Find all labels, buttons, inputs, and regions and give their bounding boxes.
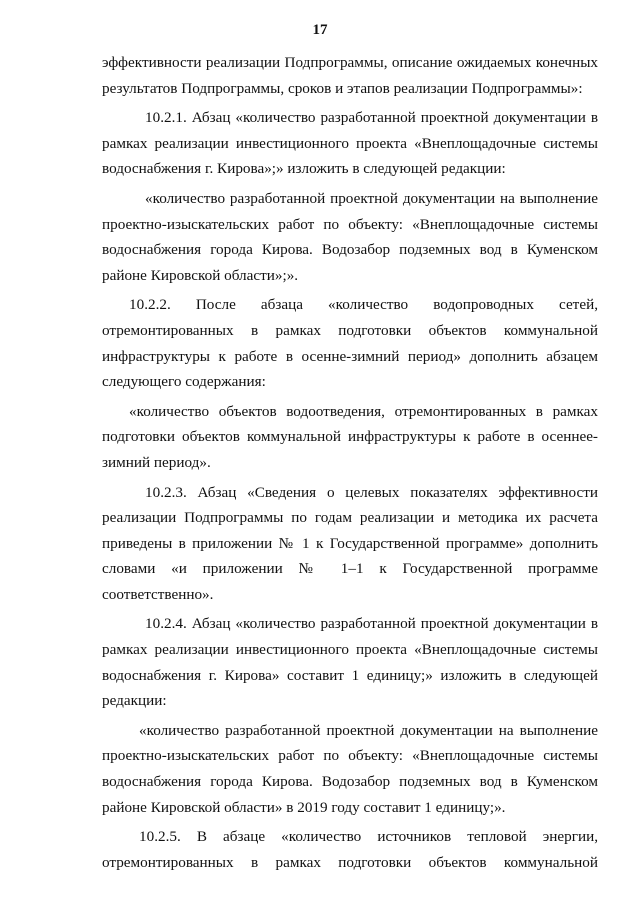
page-number: 17 — [312, 22, 328, 38]
paragraph-10-2-4: 10.2.4. Абзац «количество разработанной проектной документации в рамках реализации инвестиционного проекта «Внеплощадочные системы водоснабжения г. Кирова» составит 1 единицу;» изложить в следующей редакции: — [102, 615, 598, 710]
paragraph-10-2-2: 10.2.2. После абзаца «количество водопроводных сетей, отремонтированных в рамках подготовки объектов коммунальной инфраструктуры к работе в осенне-зимний период» дополнить абзацем следующего содержания: — [102, 296, 598, 391]
paragraph-new-wording-2: «количество разработанной проектной документации на выполнение проектно-изыскательских работ по объекту: «Внеплощадочные системы водоснабжения города Кирова. Водозабор подземных вод в Куменском районе Кировской области» в 2019 году составит 1 единицу;». — [102, 721, 598, 816]
paragraph-10-2-5: 10.2.5. В абзаце «количество источников тепловой энергии, отремонтированных в рамках подготовки объектов коммунальной — [102, 828, 598, 871]
paragraph-10-2-1: 10.2.1. Абзац «количество разработанной проектной документации в рамках реализации инвестиционного проекта «Внеплощадочные системы водоснабжения г. Кирова»;» изложить в следующей редакции: — [102, 109, 598, 178]
paragraph-10-2-3: 10.2.3. Абзац «Сведения о целевых показателях эффективности реализации Подпрограммы по годам реализации и методика их расчета приведены в приложении № 1 к Государственной программе» дополнить словами «и приложении № 1–1 к Государственной программе соответственно». — [102, 483, 598, 603]
paragraph-new-wording-1: «количество разработанной проектной документации на выполнение проектно-изыскательских работ по объекту: «Внеплощадочные системы водоснабжения города Кирова. Водозабор подземных вод в Куменском районе Кировской области»;». — [102, 189, 598, 284]
document-body — [102, 50, 598, 875]
paragraph-new-content: «количество объектов водоотведения, отремонтированных в рамках подготовки объектов коммунальной инфраструктуры к работе в осеннее-зимний период». — [102, 402, 598, 471]
paragraph-continuation: эффективности реализации Подпрограммы, описание ожидаемых конечных результатов Подпрограммы, сроков и этапов реализации Подпрограммы»: — [102, 54, 598, 97]
